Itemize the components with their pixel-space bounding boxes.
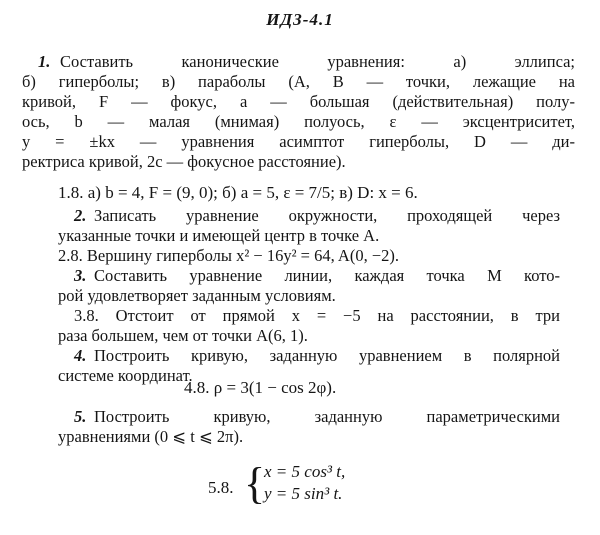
system-brace: { [244, 459, 266, 508]
task3-line-2: рой удовлетворяет заданным условиям. [58, 286, 336, 305]
page-title: ИДЗ-4.1 [266, 10, 334, 29]
item-4-8: 4.8. ρ = 3(1 − cos 2φ). [184, 378, 337, 397]
task3-line-1: Составить уравнение линии, каждая точка M кото- [94, 266, 560, 285]
task1-line-5: y = ±kx — уравнения асимптот гиперболы, D — ди- [22, 132, 575, 151]
item-5-8-eq2: y = 5 sin³ t. [264, 484, 343, 503]
task1-line-6: ректриса кривой, 2c — фокусное расстояние). [22, 152, 346, 171]
task2-line-2: указанные точки и имеющей центр в точке A. [58, 226, 380, 245]
task1-number: 1. [38, 52, 51, 71]
item-3-8-line-2: раза большем, чем от точки A(6, 1). [58, 326, 308, 345]
task5-number: 5. [74, 407, 87, 426]
item-5-8-label: 5.8. [208, 478, 234, 497]
task1-line-2: б) гиперболы; в) параболы (A, B — точки, лежащие на [22, 72, 575, 91]
item-3-8-line-1: 3.8. Отстоит от прямой x = −5 на расстоянии, в три [74, 306, 560, 325]
item-5-8-eq1: x = 5 cos³ t, [264, 462, 346, 481]
task5-line-2: уравнениями (0 ⩽ t ⩽ 2π). [58, 427, 244, 446]
task5-line-1: Построить кривую, заданную параметрическими [94, 407, 560, 426]
task1-line-1: Составить канонические уравнения: а) эллипса; [60, 52, 575, 71]
task3-number: 3. [74, 266, 87, 285]
task1-line-4: ось, b — малая (мнимая) полуось, ε — эксцентриситет, [22, 112, 575, 131]
task4-line-1: Построить кривую, заданную уравнением в полярной [94, 346, 560, 365]
task4-line-2: системе координат. [58, 366, 193, 385]
item-2-8: 2.8. Вершину гиперболы x² − 16y² = 64, A(0, −2). [58, 246, 399, 265]
task4-number: 4. [74, 346, 87, 365]
task1-line-3: кривой, F — фокус, a — большая (действительная) полу- [22, 92, 575, 111]
item-1-8: 1.8. а) b = 4, F = (9, 0); б) a = 5, ε = 7/5; в) D: x = 6. [58, 183, 418, 202]
task2-number: 2. [74, 206, 87, 225]
task2-line-1: Записать уравнение окружности, проходящей через [94, 206, 560, 225]
